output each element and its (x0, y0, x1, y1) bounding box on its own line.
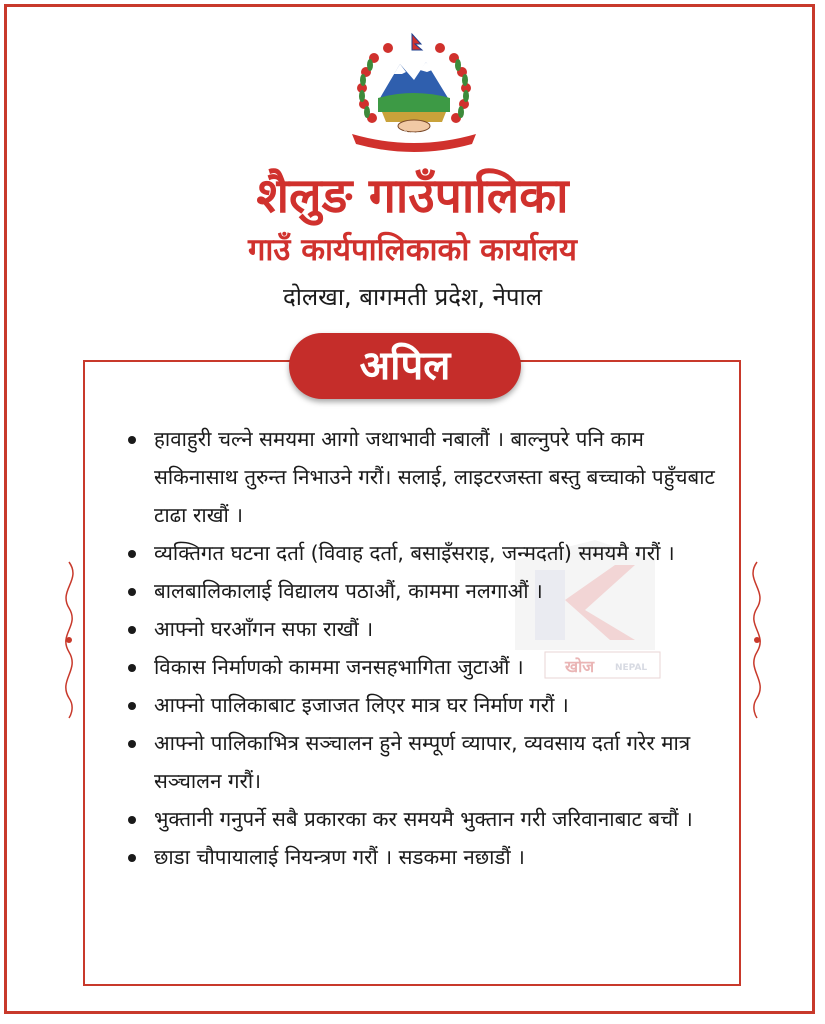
list-item: आफ्नो पालिकाभित्र सञ्चालन हुने सम्पूर्ण व्यापार, व्यवसाय दर्ता गरेर मात्र सञ्चालन गरौं। (122, 724, 732, 800)
notice-title-badge: अपिल (289, 333, 521, 399)
list-item: भुक्तानी गनुपर्ने सबै प्रकारका कर समयमै भुक्तान गरी जरिवानाबाट बचौं । (122, 800, 732, 838)
right-flourish (742, 560, 772, 720)
list-item: हावाहुरी चल्ने समयमा आगो जथाभावी नबालौं । बाल्नुपरे पनि काम सकिनासाथ तुरुन्त निभाउने गरौं। सलाई, लाइटरजस्ता बस्तु बच्चाको पहुँचबाट टाढा राखौं । (122, 420, 732, 534)
left-flourish (54, 560, 84, 720)
list-item: व्यक्तिगत घटना दर्ता (विवाह दर्ता, बसाइँसराइ, जन्मदर्ता) समयमै गरौं । (122, 534, 732, 572)
address: दोलखा, बागमती प्रदेश, नेपाल (282, 283, 543, 311)
municipality-name: शैलुङ गाउँपालिका (256, 168, 569, 224)
list-item: विकास निर्माणको काममा जनसहभागिता जुटाऔं । (122, 648, 732, 686)
office-name: गाउँ कार्यपालिकाको कार्यालय (247, 232, 578, 268)
watermark-text-latin: NEPAL (615, 663, 648, 673)
list-item: आफ्नो पालिकाबाट इजाजत लिएर मात्र घर निर्माण गरौं । (122, 686, 732, 724)
notice-list (122, 420, 732, 876)
watermark-text-devanagari: खोज (565, 657, 595, 676)
list-item: आफ्नो घरआँगन सफा राखौं । (122, 610, 732, 648)
list-item: बालबालिकालाई विद्यालय पठाऔं, काममा नलगाऔं । (122, 572, 732, 610)
emblem-motto: जननी जन्मभूमिश्च स्वर्गादपि गरीयसी (374, 131, 454, 138)
list-item: छाडा चौपायालाई नियन्त्रण गरौं । सडकमा नछाडौं । (122, 838, 732, 876)
